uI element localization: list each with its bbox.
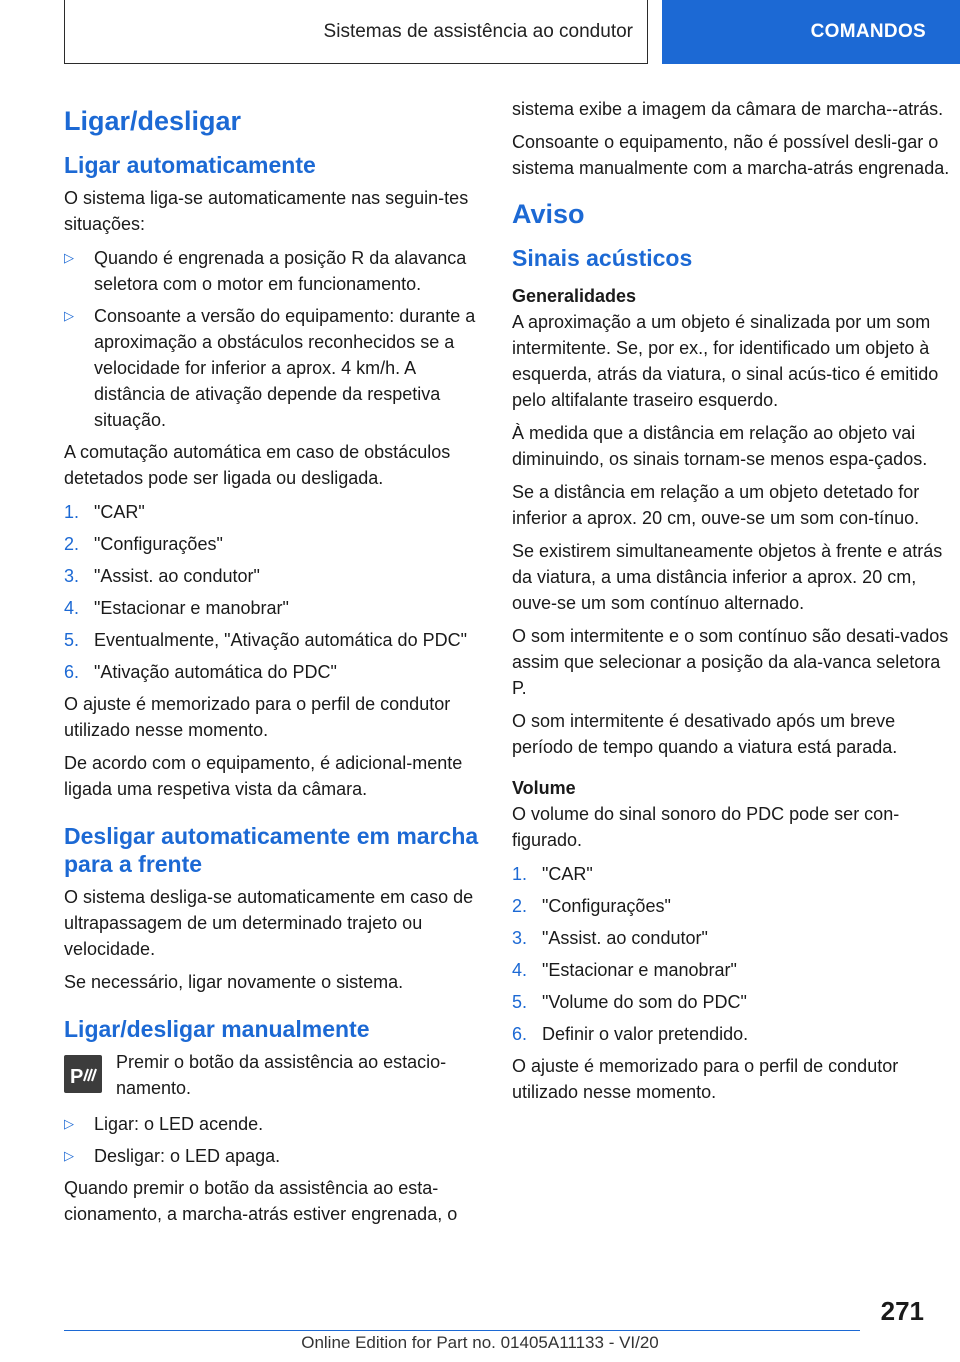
list-item: ▷ Consoante a versão do equipamento: durante a aproximação a obstáculos reconhecidos se a velocidade for inferior a aprox. 4 km/h. A distância de ativação depende da respetiva situação. xyxy=(64,303,482,433)
auto-on-steps xyxy=(64,499,482,685)
parking-assist-button-icon xyxy=(64,1055,102,1093)
general-p6: O som intermitente é desativado após um breve período de tempo quando a viatura está parada. xyxy=(512,711,898,757)
list-item: 1. "CAR" xyxy=(64,502,145,522)
auto-on-bullets xyxy=(64,245,482,433)
list-item: ▷ Desligar: o LED apaga. xyxy=(64,1143,482,1169)
auto-off-text2: Se necessário, ligar novamente o sistema. xyxy=(64,972,404,992)
left-column xyxy=(64,96,482,1234)
list-item: 1. "CAR" xyxy=(512,864,593,884)
header-chapter xyxy=(662,0,960,64)
volume-p1: O volume do sinal sonoro do PDC pode ser con-figurado. xyxy=(512,804,900,850)
volume-steps xyxy=(512,861,952,1047)
continued-text2: Consoante o equipamento, não é possível desli-gar o sistema manualmente com a marcha-atrás engrenada. xyxy=(512,132,950,178)
triangle-right-icon: ▷ xyxy=(64,1148,74,1163)
list-item: 3. "Assist. ao condutor" xyxy=(64,566,260,586)
general-p1: A aproximação a um objeto é sinalizada por um som intermitente. Se, por ex., for identificado um objeto à esquerda, atrás da viatura, o sinal acús-tico é emitido pelo altifalante traseiro esquerdo. xyxy=(512,312,939,410)
auto-on-intro: O sistema liga-se automaticamente nas seguin-tes situações: xyxy=(64,188,469,234)
heading-auto-on: Ligar automaticamente xyxy=(64,152,316,178)
list-item: 4. "Estacionar e manobrar" xyxy=(512,960,737,980)
svg-text:P: P xyxy=(70,1066,84,1088)
volume-p2: O ajuste é memorizado para o perfil de condutor utilizado nesse momento. xyxy=(512,1056,899,1102)
button-instruction-text: Premir o botão da assistência ao estacio-namento. xyxy=(116,1052,447,1098)
section-title-warning: Aviso xyxy=(512,199,585,229)
triangle-right-icon: ▷ xyxy=(64,1116,74,1131)
page-number: 271 xyxy=(880,1296,924,1326)
general-p4: Se existirem simultaneamente objetos à frente e atrás da viatura, a uma distância inferior a aprox. 20 cm, ouve-se um som contínuo alternado. xyxy=(512,541,943,613)
auto-off-text1: O sistema desliga-se automaticamente em caso de ultrapassagem de um determinado trajeto ou velocidade. xyxy=(64,887,474,959)
heading-general: Generalidades xyxy=(512,286,637,306)
list-item: 2. "Configurações" xyxy=(64,534,223,554)
list-item: ▷ Ligar: o LED acende. xyxy=(64,1111,482,1137)
general-p3: Se a distância em relação a um objeto detetado for inferior a aprox. 20 cm, ouve-se um som con-tínuo. xyxy=(512,482,920,528)
heading-volume: Volume xyxy=(512,778,576,798)
footer-edition: Online Edition for Part no. 01405A11133 - VI/20 xyxy=(301,1333,659,1352)
auto-on-text3: De acordo com o equipamento, é adicional-mente ligada uma respetiva vista da câmara. xyxy=(64,753,463,799)
manual-text1: Quando premir o botão da assistência ao esta-cionamento, a marcha-atrás estiver engrenada, o xyxy=(64,1178,458,1224)
general-p2: À medida que a distância em relação ao objeto vai diminuindo, os sinais tornam-se menos espa-çados. xyxy=(512,423,928,469)
continued-text1: sistema exibe a imagem da câmara de marcha--atrás. xyxy=(512,99,944,119)
auto-on-text1: A comutação automática em caso de obstáculos detetados pode ser ligada ou desligada. xyxy=(64,442,451,488)
header-section xyxy=(64,0,648,64)
heading-manual: Ligar/desligar manualmente xyxy=(64,1016,370,1042)
heading-auto-off: Desligar automaticamente em marcha para a frente xyxy=(64,823,479,877)
general-p5: O som intermitente e o som contínuo são desati-vados assim que selecionar a posição da ala-vanca seletora P. xyxy=(512,626,949,698)
header-section-title: Sistemas de assistência ao condutor xyxy=(323,20,633,42)
auto-on-text2: O ajuste é memorizado para o perfil de condutor utilizado nesse momento. xyxy=(64,694,451,740)
triangle-right-icon: ▷ xyxy=(64,308,74,323)
list-item: 5. Eventualmente, "Ativação automática do PDC" xyxy=(64,630,467,650)
list-item: ▷ Quando é engrenada a posição R da alavanca seletora com o motor em funcionamento. xyxy=(64,245,482,297)
heading-acoustic-signals: Sinais acústicos xyxy=(512,245,693,271)
triangle-right-icon: ▷ xyxy=(64,250,74,265)
list-item: 6. Definir o valor pretendido. xyxy=(512,1024,749,1044)
list-item: 5. "Volume do som do PDC" xyxy=(512,992,747,1012)
list-item: 2. "Configurações" xyxy=(512,896,671,916)
footer-divider xyxy=(64,1330,860,1331)
list-item: 3. "Assist. ao condutor" xyxy=(512,928,708,948)
manual-bullets xyxy=(64,1111,482,1169)
right-column xyxy=(512,96,952,1112)
section-title-on-off: Ligar/desligar xyxy=(64,106,242,136)
list-item: 4. "Estacionar e manobrar" xyxy=(64,598,289,618)
header-chapter-title: COMANDOS xyxy=(810,21,926,42)
list-item: 6. "Ativação automática do PDC" xyxy=(64,662,337,682)
parking-button-instruction xyxy=(64,1049,482,1101)
